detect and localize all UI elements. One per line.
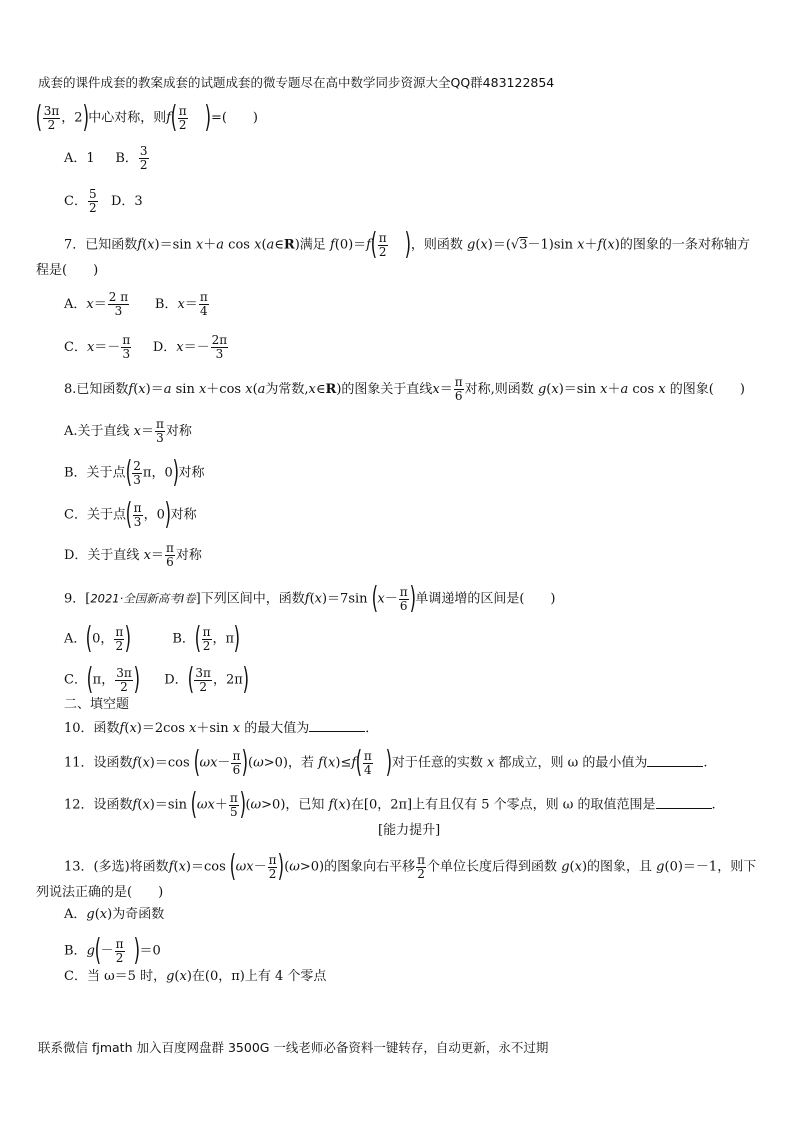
header-banner: 成套的课件成套的教案成套的试题成套的微专题尽在高中数学同步资源大全QQ群483122854	[38, 75, 555, 90]
q7-stem-cont: 程是( )	[36, 263, 99, 278]
q13-option-c: C．当 ω＝5 时，g(x)在(0，π)上有 4 个零点	[64, 969, 327, 984]
q9-options-cd: C．(π， $\frac{3\pi}{2}$ ) D．( $\frac{3\pi}{2}$ ，2π)	[64, 662, 249, 697]
q9-source: 2021·全国新高考Ⅰ卷	[90, 591, 196, 606]
q8-option-a: A.关于直线 x＝ $\frac{\pi}{3}$ 对称	[64, 417, 192, 445]
q10: 10．函数f(x)＝2cos x＋sin x 的最大值为 ．	[64, 721, 379, 736]
q6-options-cd: C． $\frac{5}{2}$ D．3	[64, 187, 143, 215]
q7-options-ab: A．x＝ $\frac{2 \pi}{3}$ B．x＝ $\frac{\pi}{4}$	[64, 290, 208, 318]
q7-stem: 7．已知函数f(x)＝sin x＋a cos x(a∈R)满足 f(0)＝f( $\frac{\pi}{2}$ )，则函数 g(x)＝(√3－1)sin x＋f(x)的图象的一条对称轴方	[64, 227, 750, 262]
ability-heading: [能力提升]	[378, 823, 441, 838]
q7-options-cd: C．x＝－ $\frac{\pi}{3}$ D．x＝－ $\frac{2\pi}{3}$	[64, 333, 228, 361]
q12: 12．设函数f(x)＝sin (ωx＋ $\frac{\pi}{5}$ )(ω>0)，已知 f(x)在[0，2π]上有且仅有 5 个零点，则 ω 的取值范围是 .	[64, 787, 716, 822]
q9-options-ab: A．(0， $\frac{\pi}{2}$ ) B．( $\frac{\pi}{2}$ ，π)	[64, 621, 241, 656]
q8-option-d: D．关于直线 x＝ $\frac{\pi}{6}$ 对称	[64, 541, 202, 569]
q13-option-a: A．g(x)为奇函数	[64, 907, 165, 922]
q6-options-ab: A．1 B． $\frac{3}{2}$	[64, 144, 148, 172]
q13-option-b: B．g(－ $\frac{\pi}{2}$ )＝0	[64, 933, 161, 968]
q8-stem: 8.已知函数f(x)＝a sin x＋cos x(a为常数,x∈R)的图象关于直线x＝ $\frac{\pi}{6}$ 对称,则函数 g(x)＝sin x＋a cos x 的图象( )	[64, 375, 745, 403]
q8-option-c: C．关于点( $\frac{\pi}{3}$ ，0)对称	[64, 497, 197, 532]
q9-stem: 9．[2021·全国新高考Ⅰ卷]下列区间中，函数f(x)＝7sin (x－ $\frac{\pi}{6}$ )单调递增的区间是( )	[64, 581, 556, 616]
footer-banner: 联系微信 fjmath 加入百度网盘群 3500G 一线老师必备资料一键转存，自动更新，永不过期	[38, 1040, 549, 1055]
q13-stem-cont: 列说法正确的是( )	[36, 885, 164, 900]
q13-stem: 13．(多选)将函数f(x)＝cos (ωx－ $\frac{\pi}{2}$ )(ω>0)的图象向右平移 $\frac{\pi}{2}$ 个单位长度后得到函数 g(x)的图象，且 g(0)＝－1，则下	[64, 849, 757, 884]
q6-stem: ( $\frac{3\pi}{2}$ ，2)中心对称，则f( $\frac{\pi}{2}$ )=( )	[35, 100, 258, 135]
q8-option-b: B．关于点( $\frac{2}{3}$ π，0)对称	[64, 455, 205, 490]
q11: 11．设函数f(x)＝cos (ωx－ $\frac{\pi}{6}$ )(ω>0)，若 f(x)≤f( $\frac{\pi}{4}$ )对于任意的实数 x 都成立，则 ω 的最小值为 .	[64, 745, 708, 780]
section-fill-blank: 二、填空题	[64, 697, 130, 712]
